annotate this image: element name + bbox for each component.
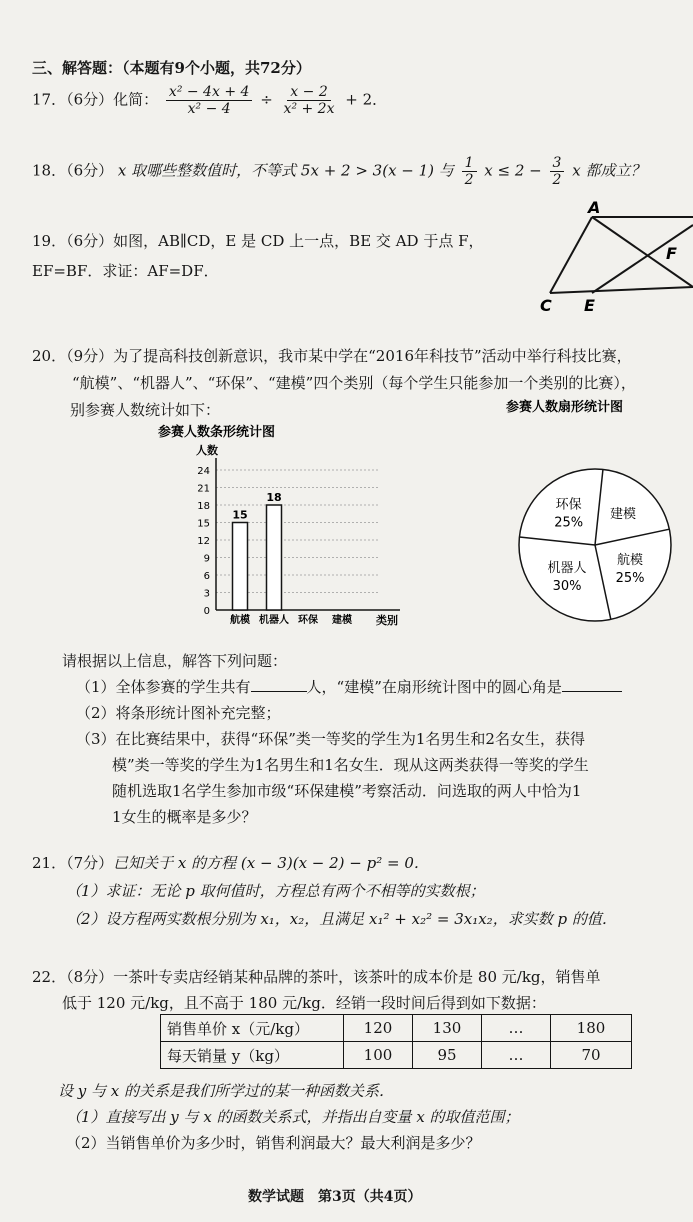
table-cell: 70 — [551, 1042, 632, 1069]
pie-slice-label: 建模 — [609, 506, 636, 522]
q19-label: 19．（6分） — [32, 232, 114, 250]
q20-label: 20．（9分） — [32, 347, 114, 365]
label-f: F — [666, 244, 677, 263]
q18-text-b: x ≤ 2 − — [484, 161, 542, 180]
q20-blank-1[interactable] — [251, 691, 307, 692]
q20-part3-line1: （3）在比赛结果中，获得“环保”类一等奖的学生为1名男生和2名女生，获得 — [76, 730, 585, 748]
q20-blank-2[interactable] — [562, 691, 622, 692]
q20-prompt: 请根据以上信息，解答下列问题： — [62, 652, 288, 670]
segment-ad — [592, 217, 693, 287]
bar-data-label: 15 — [232, 508, 248, 522]
q17-op: ÷ — [260, 90, 273, 109]
pie-slice-percent: 25% — [554, 515, 584, 531]
y-tick-label: 15 — [197, 518, 210, 530]
pie-chart — [490, 395, 693, 645]
table-cell: 100 — [344, 1042, 413, 1069]
q18-f1-num: 1 — [462, 155, 477, 172]
q22-line1: 一茶叶专卖店经销某种品牌的茶叶，该茶叶的成本价是 80 元/kg，销售单 — [113, 968, 601, 986]
q20-part3-line2: 模”类一等奖的学生为1名男生和1名女生．现从这两类获得一等奖的学生 — [112, 756, 589, 774]
x-tick-label: 建模 — [332, 615, 352, 626]
q19-figure — [530, 195, 693, 320]
label-a: A — [588, 198, 601, 217]
table-cell: 120 — [344, 1015, 413, 1042]
q20-part3-line3: 随机选取1名学生参加市级“环保建模”考察活动．问选取的两人中恰为1 — [112, 782, 582, 800]
q21-part1: （1）求证：无论 p 取何值时，方程总有两个不相等的实数根； — [66, 882, 485, 900]
q20-part1 — [76, 676, 622, 697]
question-20 — [32, 345, 632, 366]
bar-chart-ylabel: 人数 — [196, 444, 218, 457]
q18-f2-den: 2 — [552, 172, 562, 188]
y-tick-label: 21 — [197, 483, 210, 495]
q20-p1-b: 人，“建模”在扇形统计图中的圆心角是 — [306, 678, 562, 696]
q22-label: 22．（8分） — [32, 968, 114, 986]
q22-line3: 设 y 与 x 的关系是我们所学过的某一种函数关系． — [58, 1082, 395, 1100]
table-row — [161, 1015, 632, 1042]
q18-f2-num: 3 — [550, 155, 565, 172]
q18-text-a: x 取哪些整数值时，不等式 5x + 2 > 3(x − 1) 与 — [117, 161, 454, 180]
table-header-price: 销售单价 x（元/kg） — [161, 1015, 344, 1042]
table-cell: 95 — [413, 1042, 482, 1069]
question-19 — [32, 230, 484, 251]
question-18 — [32, 155, 645, 188]
page-footer: 数学试题 第3页（共4页） — [248, 1189, 422, 1205]
q22-data-table — [160, 1014, 632, 1069]
table-row — [161, 1042, 632, 1069]
q17-label: 17．（6分）化简： — [32, 90, 159, 109]
y-tick-label: 18 — [197, 501, 210, 512]
question-21 — [32, 852, 429, 873]
bar-0 — [233, 523, 248, 611]
bar-chart-xlabel: 类别 — [376, 614, 398, 627]
bar-chart — [150, 420, 420, 635]
pie-chart-marks — [519, 469, 671, 621]
question-17 — [32, 84, 387, 117]
label-c: C — [540, 296, 552, 315]
bar-chart-labels — [230, 491, 353, 626]
pie-slice-percent: 30% — [552, 579, 582, 595]
q17-den1: x² − 4 — [187, 101, 231, 117]
pie-slice-percent: 25% — [615, 570, 645, 586]
y-tick-label: 6 — [203, 571, 210, 582]
segment-be — [592, 225, 693, 293]
q20-line2: “航模”、“机器人”、“环保”、“建模”四个类别（每个学生只能参加一个类别的比赛）， — [72, 374, 636, 392]
q20-p1-a: （1）全体参赛的学生共有 — [76, 678, 251, 696]
q19-line2: EF=BF．求证：AF=DF． — [32, 262, 219, 280]
q17-num1: x² − 4x + 4 — [166, 84, 252, 101]
table-cell: … — [482, 1015, 551, 1042]
q19-line1: 如图，AB∥CD，E 是 CD 上一点，BE 交 AD 于点 F， — [113, 232, 484, 250]
q17-den2: x² + 2x — [283, 101, 335, 117]
q17-tail: + 2． — [345, 90, 388, 109]
q18-f1-den: 2 — [464, 172, 474, 188]
y-tick-label: 3 — [203, 588, 210, 600]
bar-data-label: 18 — [266, 491, 282, 504]
q22-part1: （1）直接写出 y 与 x 的函数关系式，并指出自变量 x 的取值范围； — [66, 1108, 520, 1126]
segment-ac — [550, 217, 592, 293]
question-22 — [32, 966, 601, 987]
pie-slice-label: 航模 — [617, 552, 644, 568]
segment-cd — [550, 287, 693, 293]
q20-line3: 别参赛人数统计如下： — [70, 401, 221, 419]
pie-chart-title: 参赛人数扇形统计图 — [506, 400, 624, 415]
bar-chart-title: 参赛人数条形统计图 — [158, 425, 276, 440]
table-cell: 180 — [551, 1015, 632, 1042]
y-tick-label: 12 — [197, 536, 210, 547]
table-cell: 130 — [413, 1015, 482, 1042]
y-tick-label: 0 — [203, 606, 210, 617]
q17-fraction-2 — [281, 84, 338, 117]
section-header: 三、解答题：（本题有9个小题，共72分） — [32, 59, 311, 77]
x-tick-label: 机器人 — [259, 615, 289, 626]
label-e: E — [584, 296, 595, 315]
pie-slice-label: 环保 — [555, 497, 582, 513]
bar-chart-axes — [197, 458, 400, 617]
q21-part2: （2）设方程两实数根分别为 x₁，x₂，且满足 x₁² + x₂² = 3x₁x₂，求实数 p 的值． — [66, 910, 617, 928]
q18-label: 18．（6分） — [32, 161, 114, 180]
q18-text-c: x 都成立？ — [572, 161, 646, 180]
q21-label: 21．（7分） — [32, 854, 114, 872]
table-cell: … — [482, 1042, 551, 1069]
q17-fraction-1 — [166, 84, 252, 117]
table-header-sales: 每天销量 y（kg） — [161, 1042, 344, 1069]
q22-line2: 低于 120 元/kg，且不高于 180 元/kg．经销一段时间后得到如下数据： — [62, 994, 546, 1012]
q20-part3-line4: 1女生的概率是多少？ — [112, 808, 257, 826]
q21-stem: 已知关于 x 的方程 (x − 3)(x − 2) − p² = 0． — [113, 854, 429, 872]
q20-part2: （2）将条形统计图补充完整； — [76, 704, 281, 722]
q22-part2: （2）当销售单价为多少时，销售利润最大？最大利润是多少？ — [66, 1134, 481, 1152]
x-tick-label: 环保 — [298, 615, 318, 626]
q18-fraction-1 — [462, 155, 477, 188]
q20-line1: 为了提高科技创新意识，我市某中学在“2016年科技节”活动中举行科技比赛， — [113, 347, 632, 365]
y-tick-label: 9 — [203, 553, 210, 565]
bar-1 — [267, 505, 282, 610]
q17-num2: x − 2 — [287, 84, 330, 101]
q18-fraction-2 — [550, 155, 565, 188]
x-tick-label: 航模 — [230, 615, 250, 626]
pie-slice-label: 机器人 — [547, 561, 587, 577]
y-tick-label: 24 — [197, 466, 210, 477]
